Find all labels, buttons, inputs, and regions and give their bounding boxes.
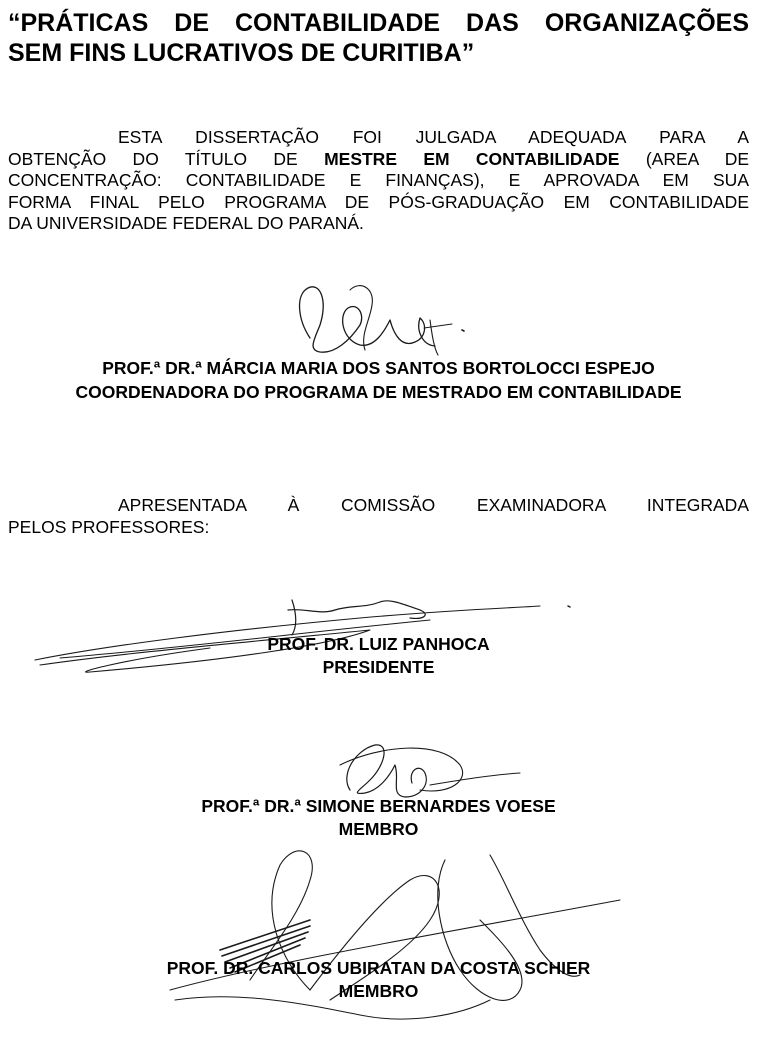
approval-line-3: CONCENTRAÇÃO: CONTABILIDADE E FINANÇAS), E APROVADA EM SUA — [8, 170, 749, 190]
committee-intro-line-2: PELOS PROFESSORES: — [8, 516, 210, 537]
title-line-2: SEM FINS LUCRATIVOS DE CURITIBA” — [8, 39, 475, 67]
committee-intro-line-1: APRESENTADA À COMISSÃO EXAMINADORA INTEGRADA — [118, 495, 749, 515]
committee-intro — [8, 495, 749, 538]
approval-line-1: ESTA DISSERTAÇÃO FOI JULGADA ADEQUADA PARA A — [118, 127, 749, 147]
member-2-role: MEMBRO — [338, 819, 419, 839]
member-3-role: MEMBRO — [338, 981, 419, 1001]
coordinator-role: COORDENADORA DO PROGRAMA DE MESTRADO EM CONTABILIDADE — [75, 382, 682, 402]
approval-statement — [8, 127, 749, 235]
member-1-role: PRESIDENTE — [322, 657, 435, 677]
degree-title: MESTRE EM CONTABILIDADE — [324, 148, 620, 169]
coordinator-name: PROF.ª DR.ª MÁRCIA MARIA DOS SANTOS BORTOLOCCI ESPEJO — [102, 358, 655, 378]
title-line-1: “PRÁTICAS DE CONTABILIDADE DAS ORGANIZAÇÕES — [8, 9, 749, 37]
approval-line-2: OBTENÇÃO DO TÍTULO DE MESTRE EM CONTABILIDADE (AREA DE — [8, 148, 750, 169]
coordinator-signature — [290, 280, 480, 365]
approval-line-4: FORMA FINAL PELO PROGRAMA DE PÓS-GRADUAÇÃO EM CONTABILIDADE — [8, 191, 749, 212]
member-1-name: PROF. DR. LUIZ PANHOCA — [267, 634, 490, 654]
member-3-name: PROF. DR. CARLOS UBIRATAN DA COSTA SCHIER — [166, 958, 591, 978]
approval-line-5: DA UNIVERSIDADE FEDERAL DO PARANÁ. — [8, 213, 364, 233]
document-title — [8, 8, 749, 68]
member-2-name: PROF.ª DR.ª SIMONE BERNARDES VOESE — [201, 796, 556, 816]
